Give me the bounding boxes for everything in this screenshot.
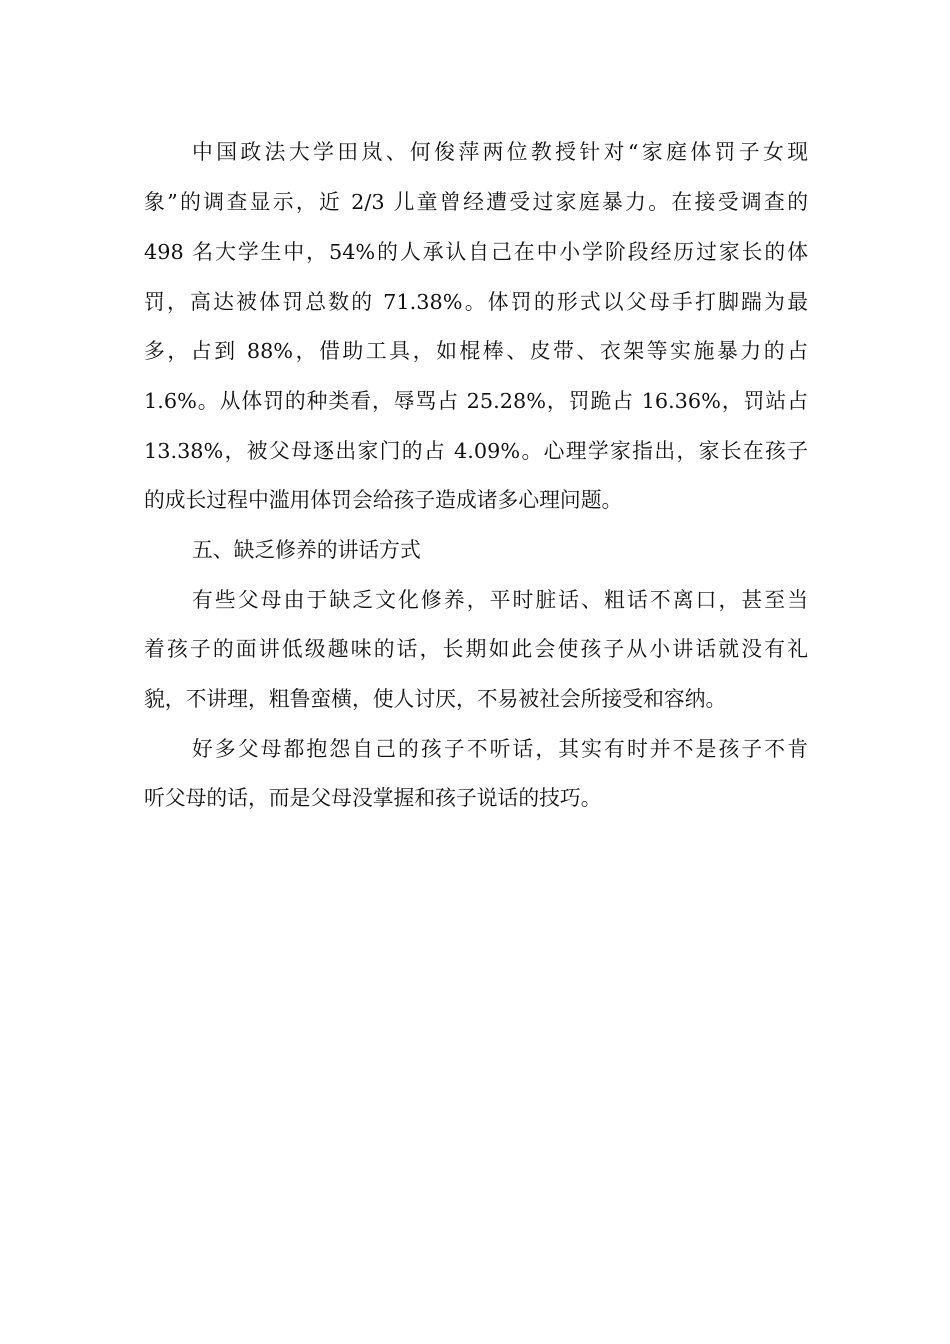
paragraph-1-line-3: 498 名大学生中，54%的人承认自己在中小学阶段经历过家长的体 (144, 240, 808, 264)
paragraph-3-line-2: 听父母的话，而是父母没掌握和孩子说话的技巧。 (144, 786, 602, 810)
paragraph-1-line-6: 1.6%。从体罚的种类看，辱骂占 25.28%，罚跪占 16.36%，罚站占 (144, 389, 808, 413)
paragraph-1-line-7: 13.38%，被父母逐出家门的占 4.09%。心理学家指出，家长在孩子 (144, 439, 808, 463)
paragraph-3-line-1: 好多父母都抱怨自己的孩子不听话，其实有时并不是孩子不肯 (192, 737, 808, 761)
paragraph-2-line-2: 着孩子的面讲低级趣味的话，长期如此会使孩子从小讲话就没有礼 (144, 637, 808, 661)
paragraph-1-line-1: 中国政法大学田岚、何俊萍两位教授针对“家庭体罚子女现 (192, 140, 808, 164)
paragraph-1-line-5: 多，占到 88%，借助工具，如棍棒、皮带、衣架等实施暴力的占 (144, 339, 808, 363)
paragraph-2-line-1: 有些父母由于缺乏文化修养，平时脏话、粗话不离口，甚至当 (192, 588, 808, 612)
section-heading-5: 五、缺乏修养的讲话方式 (192, 538, 421, 562)
paragraph-1-line-2: 象”的调查显示，近 2/3 儿童曾经遭受过家庭暴力。在接受调查的 (144, 190, 808, 214)
paragraph-1-line-4: 罚，高达被体罚总数的 71.38%。体罚的形式以父母手打脚踹为最 (144, 290, 808, 314)
paragraph-2-line-3: 貌，不讲理，粗鲁蛮横，使人讨厌，不易被社会所接受和容纳。 (144, 687, 727, 711)
paragraph-1-line-8: 的成长过程中滥用体罚会给孩子造成诸多心理问题。 (144, 488, 623, 512)
